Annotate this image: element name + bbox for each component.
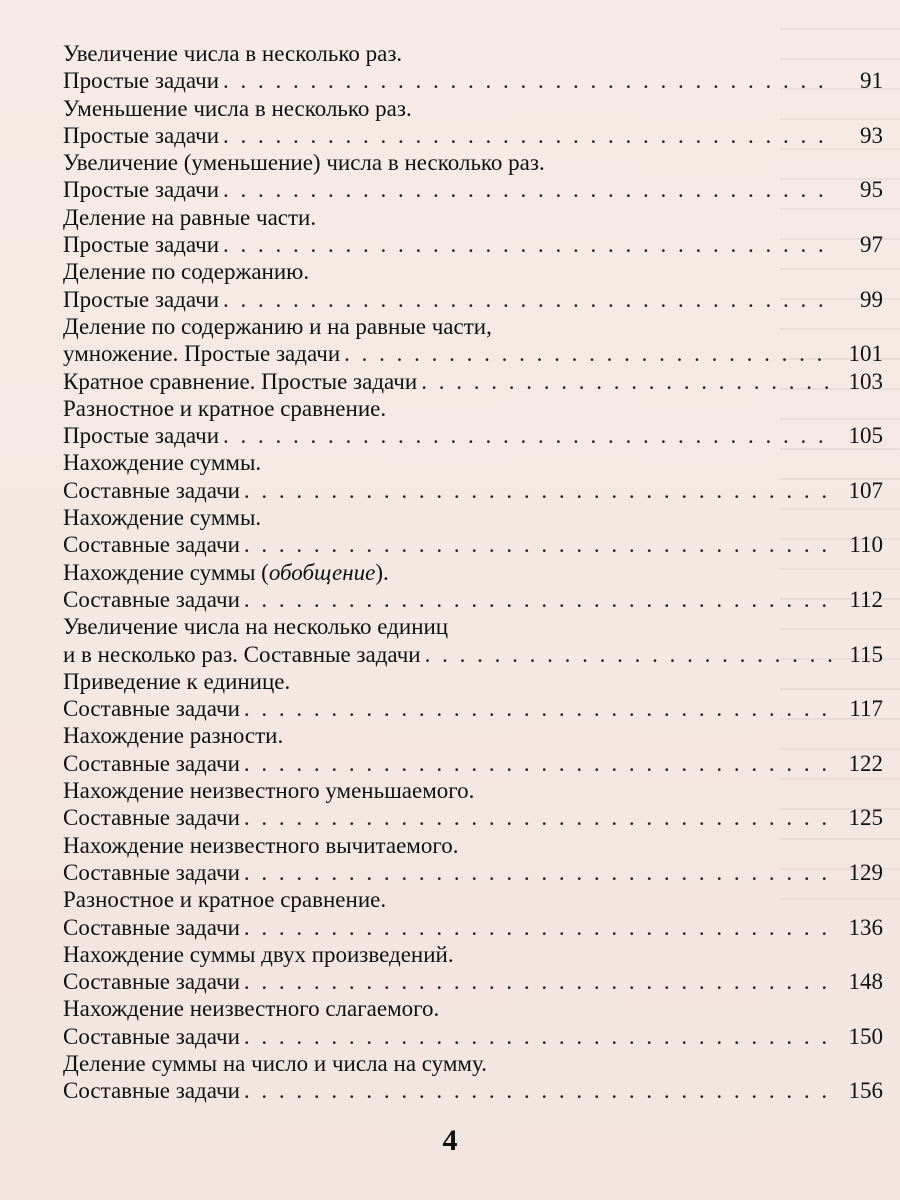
- toc-entry-title-line: Увеличение числа на несколько единиц: [63, 614, 449, 640]
- toc-entry-subtitle: Кратное сравнение. Простые задачи: [63, 368, 418, 394]
- toc-entry-page-number: 99: [860, 286, 883, 312]
- toc-entry-title-line: Нахождение неизвестного вычитаемого.: [63, 832, 459, 858]
- dot-leader: [240, 531, 835, 558]
- toc-entry-final-line: [63, 477, 883, 504]
- toc-entry-subtitle: и в несколько раз. Составные задачи: [63, 641, 421, 667]
- toc-entry-title-line: Нахождение суммы.: [63, 450, 262, 476]
- toc-entry-page-number: 136: [848, 914, 883, 940]
- toc-entry: [63, 368, 883, 395]
- toc-entry: [63, 559, 883, 614]
- toc-entry-subtitle: Составные задачи: [63, 586, 240, 612]
- toc-entry-final-line: [63, 286, 883, 313]
- toc-entry-final-line: [63, 67, 883, 94]
- toc-entry: [63, 149, 883, 204]
- toc-entry-page-number: 156: [848, 1078, 883, 1104]
- toc-entry-title-line: Увеличение числа в несколько раз.: [63, 41, 403, 66]
- toc-entry-subtitle: Составные задачи: [63, 532, 240, 558]
- toc-entry-title-line: Деление по содержанию и на равные части,: [63, 313, 492, 339]
- toc-entry-final-line: [63, 531, 883, 558]
- toc-entry-page-number: 148: [848, 969, 883, 995]
- toc-entry-page-number: 150: [848, 1023, 883, 1049]
- toc-entry: [63, 204, 883, 259]
- toc-entry: [63, 886, 883, 941]
- toc-entry-page-number: 129: [848, 859, 883, 885]
- dot-leader: [421, 641, 835, 668]
- toc-entry-page-number: 107: [848, 477, 883, 503]
- toc-entry: [63, 40, 883, 95]
- toc-entry-title-line: Уменьшение числа в несколько раз.: [63, 95, 412, 121]
- dot-leader: [240, 914, 835, 941]
- toc-entry-final-line: [63, 695, 883, 722]
- dot-leader: [240, 859, 835, 886]
- toc-entry-page-number: 93: [860, 122, 883, 148]
- toc-entry-page-number: 122: [848, 750, 883, 776]
- toc-entry: [63, 395, 883, 450]
- dot-leader: [219, 67, 835, 94]
- toc-entry-subtitle: Простые задачи: [63, 122, 220, 148]
- toc-entry-page-number: 97: [860, 232, 883, 258]
- toc-entry: [63, 668, 883, 723]
- toc-entry-page-number: 95: [860, 177, 883, 203]
- toc-entry-subtitle: Составные задачи: [63, 805, 240, 831]
- toc-entry-final-line: [63, 804, 883, 831]
- toc-entry-subtitle: Составные задачи: [63, 1078, 240, 1104]
- toc-entry-title-line: Нахождение неизвестного слагаемого.: [63, 996, 440, 1022]
- toc-entry: [63, 832, 883, 887]
- toc-entry-page-number: 117: [849, 696, 883, 722]
- toc-entry-final-line: [63, 176, 883, 203]
- toc-entry-title-line: Нахождение неизвестного уменьшаемого.: [63, 778, 475, 804]
- toc-entry-subtitle: умножение. Простые задачи: [63, 341, 341, 367]
- toc-entry-final-line: [63, 422, 883, 449]
- toc-entry: [63, 504, 883, 559]
- toc-entry-subtitle: Простые задачи: [63, 177, 220, 203]
- toc-entry-final-line: [63, 340, 883, 367]
- toc-entry-subtitle: Составные задачи: [63, 969, 240, 995]
- page-number: 4: [442, 1124, 458, 1157]
- toc-entry: [63, 313, 883, 368]
- dot-leader: [219, 422, 835, 449]
- toc-entry-subtitle: Составные задачи: [63, 477, 240, 503]
- toc-entry-final-line: [63, 122, 883, 149]
- dot-leader: [417, 368, 835, 395]
- toc-entry-subtitle: Составные задачи: [63, 696, 240, 722]
- toc-entry: [63, 1050, 883, 1105]
- dot-leader: [240, 750, 835, 777]
- toc-entry-title-line: Приведение к единице.: [63, 668, 291, 694]
- dot-leader: [240, 968, 835, 995]
- dot-leader: [240, 804, 835, 831]
- toc-entry-subtitle: Составные задачи: [63, 914, 240, 940]
- toc-entry-title-line: Деление на равные части.: [63, 204, 317, 230]
- toc-entry: [63, 941, 883, 996]
- toc-entry-final-line: [63, 914, 883, 941]
- toc-entry-title-line: Деление суммы на число и числа на сумму.: [63, 1050, 487, 1076]
- toc-entry-final-line: [63, 859, 883, 886]
- toc-entry-page-number: 105: [848, 423, 883, 449]
- toc-entry-subtitle: Простые задачи: [63, 68, 220, 94]
- toc-entry: [63, 722, 883, 777]
- toc-entry-final-line: [63, 641, 883, 668]
- toc-entry-final-line: [63, 1023, 883, 1050]
- dot-leader: [240, 695, 835, 722]
- toc-entry-final-line: [63, 750, 883, 777]
- toc-entry-title-line: Нахождение суммы (обобщение).: [63, 559, 389, 585]
- toc-entry-page-number: 110: [849, 532, 883, 558]
- dot-leader: [240, 1023, 835, 1050]
- toc-entry-subtitle: Простые задачи: [63, 286, 220, 312]
- italic-word: обобщение: [268, 559, 376, 585]
- toc-entry-subtitle: Составные задачи: [63, 750, 240, 776]
- toc-entry: [63, 777, 883, 832]
- toc-entry: [63, 449, 883, 504]
- dot-leader: [240, 586, 835, 613]
- toc-entry-title-line: Разностное и кратное сравнение.: [63, 395, 387, 421]
- toc-entry: [63, 995, 883, 1050]
- dot-leader: [219, 231, 835, 258]
- dot-leader: [219, 176, 835, 203]
- toc-entry-page-number: 101: [848, 341, 883, 367]
- toc-entry-final-line: [63, 586, 883, 613]
- dot-leader: [219, 122, 835, 149]
- dot-leader: [240, 1077, 835, 1104]
- toc-entry-title-line: Нахождение разности.: [63, 723, 284, 749]
- toc-entry: [63, 613, 883, 668]
- toc-entry-title-line: Нахождение суммы двух произведений.: [63, 941, 454, 967]
- toc-entry-subtitle: Простые задачи: [63, 232, 220, 258]
- toc-entry: [63, 95, 883, 150]
- toc-entry-page-number: 115: [849, 641, 883, 667]
- toc-entry-final-line: [63, 368, 883, 395]
- toc-entry: [63, 258, 883, 313]
- toc-entry-page-number: 125: [848, 805, 883, 831]
- table-of-contents: [63, 40, 883, 1105]
- toc-entry-title-line: Разностное и кратное сравнение.: [63, 887, 387, 913]
- dot-leader: [240, 477, 835, 504]
- toc-entry-final-line: [63, 968, 883, 995]
- dot-leader: [340, 340, 835, 367]
- toc-entry-page-number: 91: [860, 68, 883, 94]
- toc-entry-final-line: [63, 231, 883, 258]
- toc-entry-title-line: Нахождение суммы.: [63, 505, 262, 531]
- toc-entry-subtitle: Составные задачи: [63, 859, 240, 885]
- toc-entry-page-number: 103: [848, 368, 883, 394]
- dot-leader: [219, 286, 835, 313]
- toc-entry-title-line: Деление по содержанию.: [63, 259, 310, 285]
- toc-entry-subtitle: Простые задачи: [63, 423, 220, 449]
- toc-entry-subtitle: Составные задачи: [63, 1023, 240, 1049]
- toc-entry-final-line: [63, 1077, 883, 1104]
- toc-entry-title-line: Увеличение (уменьшение) числа в несколько раз.: [63, 150, 545, 176]
- toc-entry-page-number: 112: [849, 586, 883, 612]
